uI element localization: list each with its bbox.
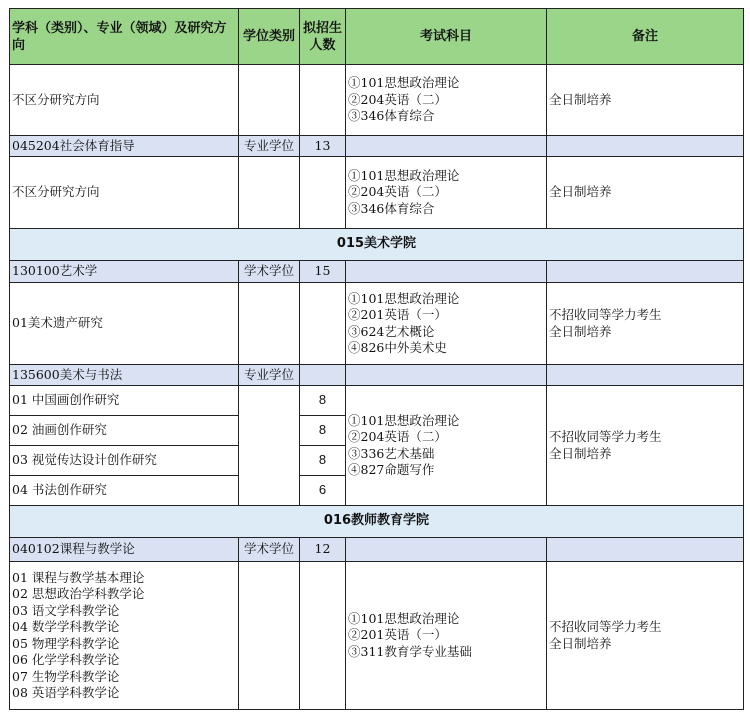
enrollment-count: 12: [300, 538, 346, 562]
direction-cell: [10, 562, 239, 710]
exam-line: ①101思想政治理论: [348, 290, 460, 306]
enrollment-count: 6: [300, 476, 346, 506]
direction-line: 01 课程与教学基本理论: [12, 569, 145, 585]
exam-cell: [346, 157, 547, 229]
notes-cell: [547, 136, 744, 157]
direction-cell: 01 中国画创作研究: [10, 386, 239, 416]
direction-line: 02 思想政治学科教学论: [12, 586, 145, 601]
exam-line: ②204英语（二）: [348, 184, 447, 200]
exam-cell: [346, 538, 547, 562]
degree-cell: [239, 283, 300, 365]
header-row: [10, 9, 744, 65]
exam-line: ③311教育学专业基础: [348, 643, 472, 659]
note-line: 不招收同等学力考生: [549, 307, 662, 322]
direction-cell: 03 视觉传达设计创作研究: [10, 446, 239, 476]
note-line: 全日制培养: [549, 323, 612, 339]
exam-line: ④826中外美术史: [348, 340, 447, 355]
count-cell: [300, 157, 346, 229]
notes-cell: [547, 538, 744, 562]
notes-cell: [547, 386, 744, 506]
degree-type: 学术学位: [239, 261, 300, 283]
exam-cell: [346, 283, 547, 365]
major-row: [10, 261, 744, 283]
direction-cell: 不区分研究方向: [10, 157, 239, 229]
enrollment-count: 8: [300, 446, 346, 476]
header-discipline: 学科（类别）、专业（领域）及研究方向: [10, 9, 239, 65]
header-exam-subjects: 考试科目: [346, 9, 547, 65]
school-row: [10, 229, 744, 261]
degree-type: 专业学位: [239, 136, 300, 157]
direction-line: 05 物理学科教学论: [12, 635, 120, 651]
header-degree-type: 学位类别: [239, 9, 300, 65]
notes-cell: [547, 157, 744, 229]
note-line: 全日制培养: [549, 445, 612, 461]
exam-cell: [346, 562, 547, 710]
note-line: 全日制培养: [549, 635, 612, 651]
degree-cell: [239, 157, 300, 229]
exam-line: ②201英语（一）: [348, 307, 447, 322]
enrollment-count: 13: [300, 136, 346, 157]
school-name: 016教师教育学院: [10, 506, 744, 538]
exam-line: ③336艺术基础: [348, 445, 435, 461]
notes-cell: [547, 365, 744, 386]
exam-line: ①101思想政治理论: [348, 167, 460, 183]
exam-cell: [346, 261, 547, 283]
exam-line: ②204英语（二）: [348, 429, 447, 444]
direction-cell: 02 油画创作研究: [10, 416, 239, 446]
major-name: 045204社会体育指导: [10, 136, 239, 157]
enrollment-count: 8: [300, 386, 346, 416]
exam-cell: [346, 65, 547, 136]
exam-line: ②204英语（二）: [348, 91, 447, 107]
count-cell: [300, 283, 346, 365]
exam-line: ①101思想政治理论: [348, 412, 460, 428]
notes-cell: [547, 261, 744, 283]
exam-line: ③624艺术概论: [348, 323, 435, 339]
note-line: 不招收同等学力考生: [549, 429, 662, 444]
major-row: [10, 365, 744, 386]
direction-row: [10, 283, 744, 365]
degree-type: 专业学位: [239, 365, 300, 386]
direction-line: 08 英语学科教学论: [12, 685, 120, 700]
direction-line: 03 语文学科教学论: [12, 602, 120, 618]
degree-cell: [239, 562, 300, 710]
enrollment-count: 8: [300, 416, 346, 446]
note-line: 不招收同等学力考生: [549, 619, 662, 634]
exam-cell: [346, 386, 547, 506]
direction-line: 04 数学学科教学论: [12, 619, 120, 634]
degree-type: 学术学位: [239, 538, 300, 562]
header-enrollment: 拟招生人数: [300, 9, 346, 65]
degree-cell: [239, 386, 300, 506]
school-name: 015美术学院: [10, 229, 744, 261]
count-cell: [300, 65, 346, 136]
exam-cell: [346, 136, 547, 157]
note-line: 全日制培养: [549, 184, 612, 200]
note-line: 全日制培养: [549, 91, 612, 107]
exam-cell: [346, 365, 547, 386]
exam-line: ①101思想政治理论: [348, 75, 460, 91]
enrollment-count: [300, 365, 346, 386]
direction-cell: 不区分研究方向: [10, 65, 239, 136]
header-notes: 备注: [547, 9, 744, 65]
enrollment-count: 15: [300, 261, 346, 283]
direction-cell: 01美术遗产研究: [10, 283, 239, 365]
direction-row: [10, 65, 744, 136]
admission-table: [9, 8, 744, 710]
degree-cell: [239, 65, 300, 136]
direction-cell: 04 书法创作研究: [10, 476, 239, 506]
direction-line: 07 生物学科教学论: [12, 668, 120, 684]
notes-cell: [547, 65, 744, 136]
exam-line: ③346体育综合: [348, 200, 435, 216]
major-name: 130100艺术学: [10, 261, 239, 283]
direction-row: [10, 386, 744, 416]
notes-cell: [547, 283, 744, 365]
count-cell: [300, 562, 346, 710]
direction-row: [10, 157, 744, 229]
major-name: 135600美术与书法: [10, 365, 239, 386]
exam-line: ①101思想政治理论: [348, 610, 460, 626]
major-name: 040102课程与教学论: [10, 538, 239, 562]
major-row: [10, 538, 744, 562]
exam-line: ③346体育综合: [348, 108, 435, 124]
school-row: [10, 506, 744, 538]
major-row: [10, 136, 744, 157]
direction-row: [10, 562, 744, 710]
notes-cell: [547, 562, 744, 710]
exam-line: ②201英语（一）: [348, 627, 447, 643]
exam-line: ④827命题写作: [348, 462, 435, 477]
direction-line: 06 化学学科教学论: [12, 652, 120, 667]
